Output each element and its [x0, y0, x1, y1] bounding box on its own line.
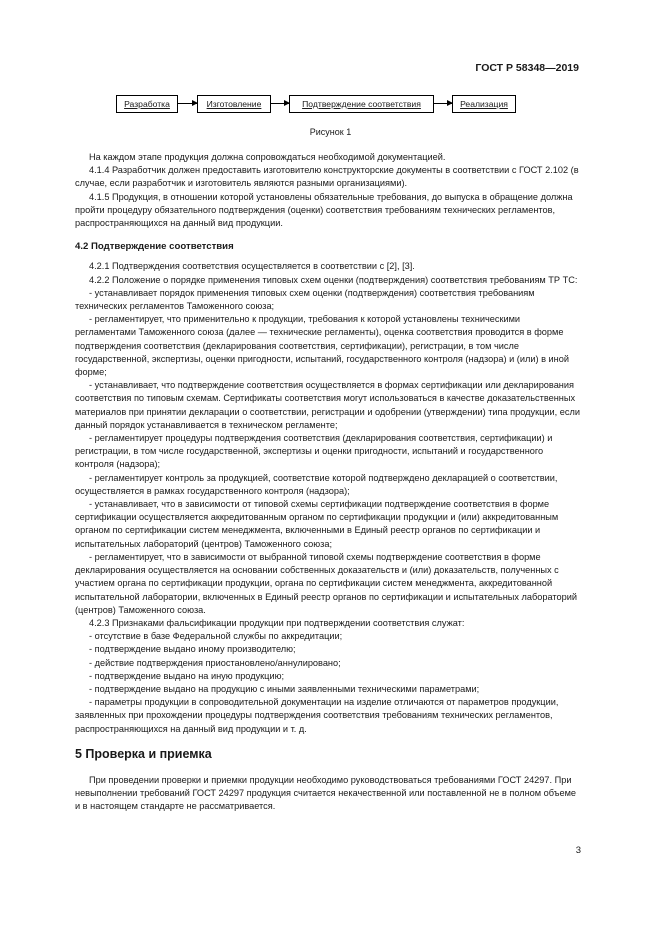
list-item: - регламентирует контроль за продукцией, соответствие которой подтверждено декларацией о соответствии, осуществляется в рамках государственного контроля (надзора);: [75, 472, 558, 496]
list-item: - устанавливает порядок применения типовых схем оценки (подтверждения) соответствия требованиям технических регламентов Таможенного союза;: [75, 287, 535, 312]
list-item: - устанавливает, что подтверждение соответствия осуществляется в формах сертификации или декларирования соответствия по типовым схемам. Сертификаты соответствия могут использоваться в качестве доказательственных материалов при принятии декларации о соответствии, регистрации и одобрении (утверждении) типа продукции, если данный порядок устанавливается в техническом регламенте;: [75, 380, 580, 430]
list-item: - устанавливает, что в зависимости от типовой схемы сертификации подтверждение соответствия в форме сертификации осуществляется аккредитованным органом по сертификации продукции и (или) аккредитованным органом по сертификации систем менеджмента, включенными в Единый реестр органов по сертификации и испытательных лабораторий (центров) Таможенного союза;: [75, 499, 559, 549]
document-body: [75, 151, 583, 814]
figure-caption: Рисунок 1: [309, 127, 352, 137]
arrow-icon: [178, 103, 197, 104]
paragraph: 4.2.1 Подтверждения соответствия осуществляется в соответствии с [2], [3].: [89, 261, 415, 272]
list-item: - подтверждение выдано на продукцию с иными заявленными техническими параметрами;: [89, 683, 480, 694]
paragraph: 4.1.5 Продукция, в отношении которой установлены обязательные требования, до выпуска в обращение должна пройти процедуру обязательного подтверждения (оценки) соответствия требованиям технических регламентов, распространяющихся на данный вид продукции.: [75, 191, 573, 229]
paragraph: 4.2.2 Положение о порядке применения типовых схем оценки (подтверждения) соответствия требованиям ТР ТС:: [89, 274, 578, 285]
arrow-icon: [271, 103, 289, 104]
list-item: - подтверждение выдано иному производителю;: [89, 644, 296, 655]
list-item: - регламентирует, что применительно к продукции, требования к которой установлены техническими регламентами Таможенного союза (далее — технические регламенты), оценка соответствия проводится в форме подтверждения соответствия (декларирования соответствия, сертификации), регистрации, в том числе государственной, экспертизы, оценки пригодности, испытаний, государственного контроля (надзора) и (или) в иной форме;: [75, 314, 569, 378]
arrow-icon: [434, 103, 452, 104]
list-item: - действие подтверждения приостановлено/аннулировано;: [89, 657, 341, 668]
paragraph: При проведении проверки и приемки продукции необходимо руководствоваться требованиями ГОСТ 24297. При невыполнении требований ГОСТ 24297 продукция считается некачественной или поставленной не в полном объеме и в настоящем стандарте не рассматривается.: [75, 774, 577, 812]
paragraph: 4.2.3 Признаками фальсификации продукции при подтверждении соответствия служат:: [89, 617, 465, 628]
list-item: - регламентирует, что в зависимости от выбранной типовой схемы подтверждение соответствия в форме декларирования осуществляется на основании собственных доказательств и (или) доказательств, полученных с участием органа по сертификации продукции, органа по сертификации систем менеджмента, аккредитованной испытательной лаборатории, включенных в Единый реестр органов по сертификации и испытательных лабораторий (центров) Таможенного союза.: [75, 551, 577, 615]
paragraph: На каждом этапе продукция должна сопровождаться необходимой документацией.: [89, 152, 446, 162]
section-heading-5: 5 Проверка и приемка: [75, 746, 212, 761]
list-item: - подтверждение выдано на иную продукцию;: [89, 670, 285, 681]
step-conformity-confirmation: Подтверждение соответствия: [289, 95, 434, 113]
list-item: - отсутствие в базе Федеральной службы по аккредитации;: [89, 631, 343, 642]
page-number: 3: [575, 845, 581, 856]
step-development: Разработка: [116, 95, 178, 113]
list-item: - регламентирует процедуры подтверждения соответствия (декларирования соответствия, сертификации) и регистрации, в том числе государственной, экспертизы и оценки пригодности, испытаний и государственного контроля (надзора);: [75, 433, 553, 470]
section-heading-4-2: 4.2 Подтверждение соответствия: [75, 241, 234, 253]
list-item: - параметры продукции в сопроводительной документации на изделие отличаются от параметров продукции, заявленных при прохождении процедуры подтверждения соответствия требованиям технических регламентов, распространяющихся на данный вид продукции и т. д.: [75, 697, 559, 734]
standard-designation: ГОСТ Р 58348—2019: [475, 62, 579, 74]
step-manufacturing: Изготовление: [197, 95, 271, 113]
process-flow-diagram: [116, 95, 516, 117]
step-sales: Реализация: [452, 95, 516, 113]
paragraph: 4.1.4 Разработчик должен предоставить изготовителю конструкторские документы в соответствии с ГОСТ 2.102 (в случае, если разработчик и изготовитель являются разными организациями).: [75, 165, 579, 189]
